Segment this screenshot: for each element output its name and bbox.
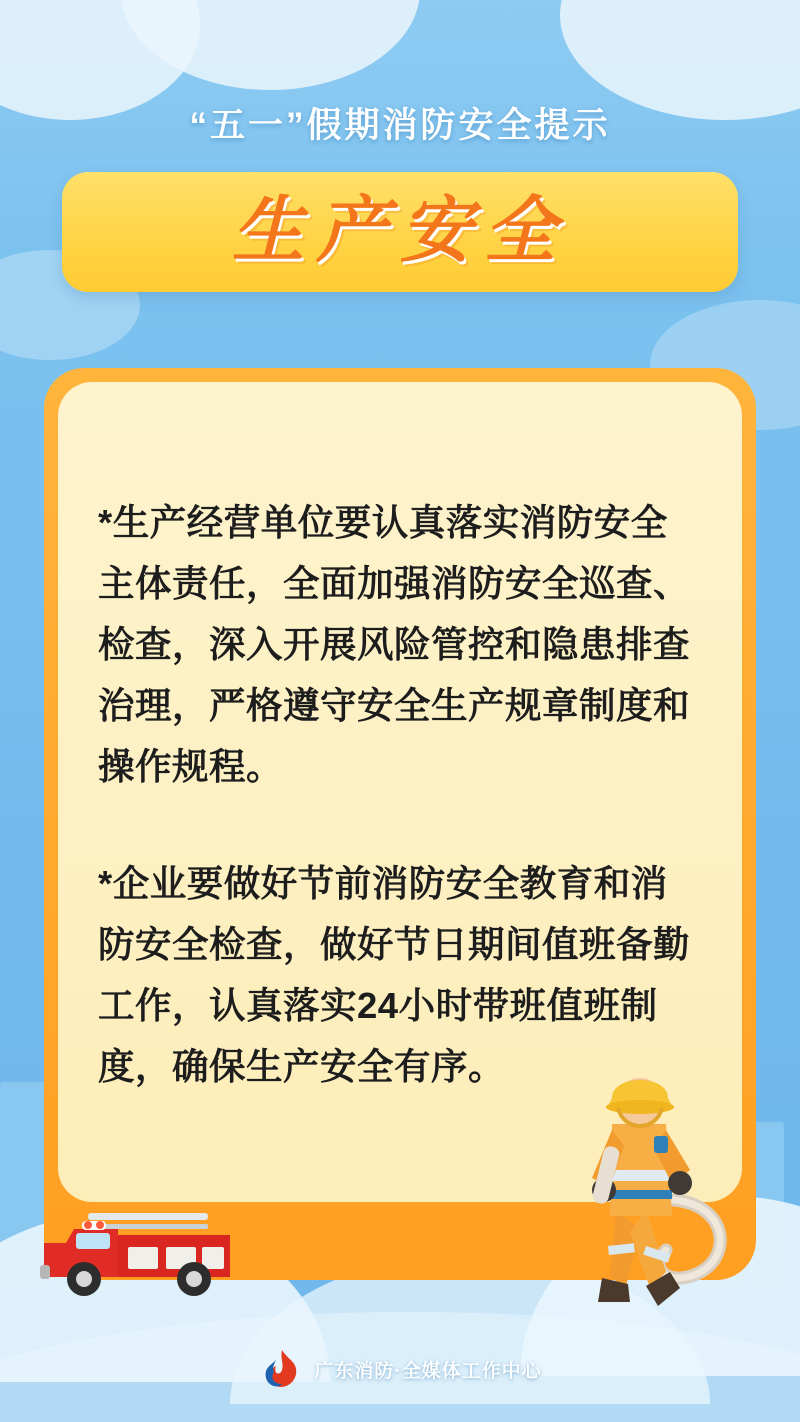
- content-paragraph: *企业要做好节前消防安全教育和消防安全检查，做好节日期间值班备勤工作，认真落实24小时带班值班制度，确保生产安全有序。: [98, 863, 690, 1087]
- content-paragraph: *生产经营单位要认真落实消防安全主体责任，全面加强消防安全巡查、检查，深入开展风险管控和隐患排查治理，严格遵守安全生产规章制度和操作规程。: [98, 502, 690, 787]
- firetruck-illustration: [26, 1191, 246, 1306]
- footer-label: 广东消防·全媒体工作中心: [314, 1360, 542, 1382]
- section-banner: [62, 172, 738, 292]
- flame-swirl-logo-icon: [258, 1346, 304, 1392]
- footer: [0, 1338, 800, 1400]
- banner-title: 生产安全: [231, 191, 568, 271]
- page-title: “五一”假期消防安全提示: [189, 106, 611, 145]
- content-card-body: [98, 492, 702, 1097]
- firefighter-illustration: [554, 1050, 734, 1320]
